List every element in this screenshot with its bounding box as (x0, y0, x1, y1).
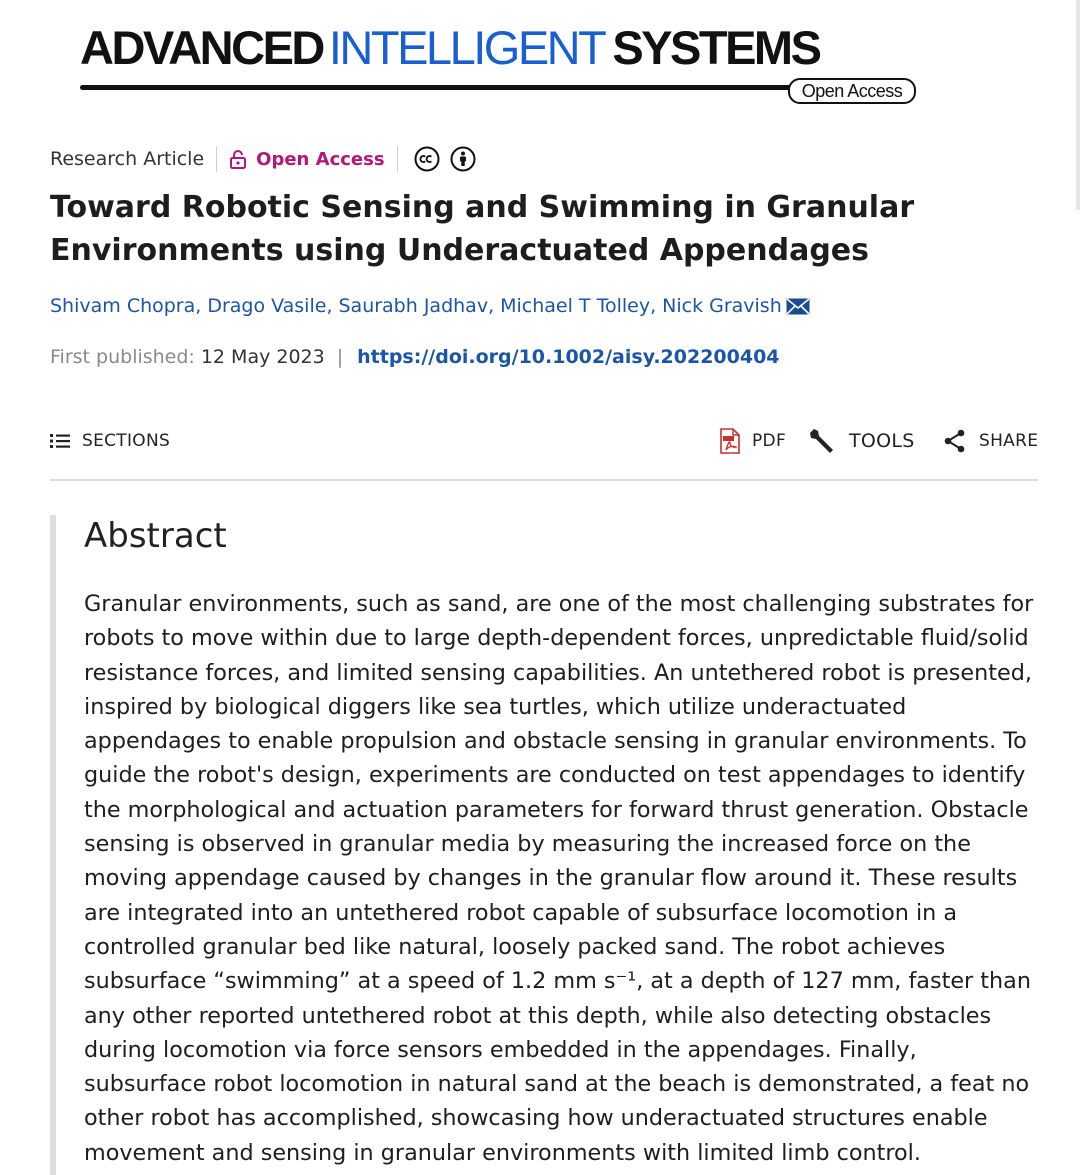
meta-divider (216, 146, 217, 172)
article-title: Toward Robotic Sensing and Swimming in Granular Environments using Underactuated Appendages (50, 190, 915, 268)
mail-icon[interactable] (786, 298, 810, 315)
cc-icon[interactable] (414, 146, 440, 172)
author-separator: , (488, 295, 495, 317)
abstract-text: Granular environments, such as sand, are one of the most challenging substrates for robots to move within due to large depth-dependent forces, unpredictable fluid/solid resistance forces, and limited sensing capabilities. An untethered robot is presented, inspired by biological diggers like sea turtles, which utilize underactuated appendages to enable propulsion and obstacle sensing in granular environments. To guide the robot's design, experiments are conducted on test appendages to identify the morphological and actuation parameters for forward thrust generation. Obstacle sensing is observed in granular media by measuring the increased force on the moving appendage caused by changes in the granular flow around it. These results are integrated into an untethered robot capable of subsurface locomotion in a controlled granular bed like natural, loosely packed sand. The robot achieves subsurface “swimming” at a speed of 1.2 mm s⁻¹, at a depth of 127 mm, faster than any other reported untethered robot at this depth, while also detecting obstacles during locomotion via force sensors embedded in the appendages. Finally, subsurface robot locomotion in natural sand at the beach is demonstrated, a feat no other robot has accomplished, showcasing how underactuated structures enable movement and sensing in granular environments with limited limb control. (84, 591, 1034, 1166)
scrollbar-edge (1076, 0, 1080, 210)
pdf-button[interactable] (720, 423, 786, 459)
tools-button[interactable] (807, 423, 915, 459)
share-button[interactable] (943, 423, 1038, 459)
doi-link[interactable]: https://doi.org/10.1002/aisy.202200404 (357, 346, 780, 368)
journal-title-part2: INTELLIGENT (328, 21, 605, 74)
wrench-icon (807, 427, 837, 455)
journal-title-part3: SYSTEMS (612, 21, 820, 74)
journal-title (80, 20, 819, 77)
share-icon (943, 429, 967, 453)
journal-banner[interactable] (80, 18, 920, 104)
sections-button[interactable] (50, 423, 170, 459)
open-access-badge: Open Access (788, 78, 916, 104)
pdf-label: PDF (752, 431, 787, 451)
published-date: 12 May 2023 (200, 346, 325, 368)
by-attribution-icon[interactable] (450, 146, 476, 172)
author-link[interactable]: Michael T Tolley (500, 295, 651, 317)
author-link[interactable]: Nick Gravish (662, 295, 782, 317)
pipe-separator: | (336, 346, 344, 368)
open-lock-icon (229, 149, 247, 169)
meta-divider (397, 146, 398, 172)
article-type: Research Article (50, 148, 205, 170)
pdf-icon (720, 428, 740, 454)
abstract-heading: Abstract (84, 516, 227, 556)
author-separator: , (326, 295, 333, 317)
banner-rule (80, 85, 792, 90)
author-link[interactable]: Drago Vasile (207, 295, 327, 317)
share-label: SHARE (979, 431, 1039, 451)
author-list (50, 295, 810, 317)
sections-label: SECTIONS (82, 431, 171, 451)
toolbar-divider (50, 479, 1038, 481)
journal-title-part1: ADVANCED (80, 21, 323, 74)
author-separator: , (650, 295, 657, 317)
article-meta-row (50, 144, 476, 174)
article-toolbar (50, 423, 1038, 459)
open-access-label: Open Access (256, 148, 385, 170)
author-link[interactable]: Saurabh Jadhav (338, 295, 489, 317)
abstract-accent-bar (50, 515, 56, 1175)
author-link[interactable]: Shivam Chopra (50, 295, 196, 317)
published-label: First published: (50, 346, 195, 368)
tools-label: TOOLS (849, 430, 915, 452)
list-icon (50, 433, 70, 449)
author-separator: , (195, 295, 202, 317)
publication-info (50, 346, 780, 368)
